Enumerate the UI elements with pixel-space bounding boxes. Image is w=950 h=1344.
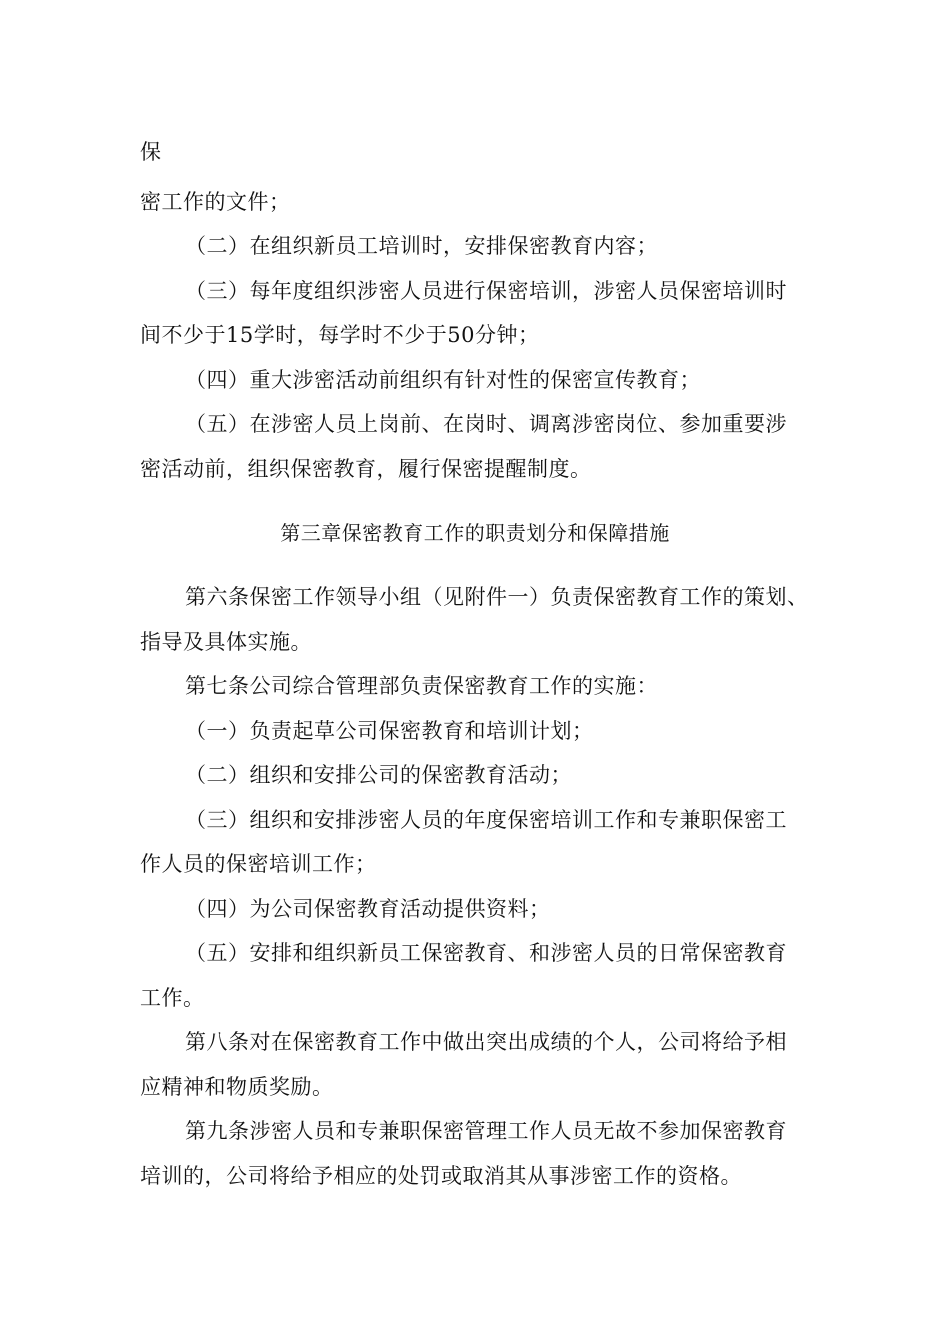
- article-7-item-4: （四）为公司保密教育活动提供资料；: [185, 897, 551, 921]
- article-7-item-1: （一）负责起草公司保密教育和培训计划；: [185, 719, 594, 743]
- article-7-item-3-line1: （三）组织和安排涉密人员的年度保密培训工作和专兼职保密工: [185, 808, 787, 832]
- chapter-heading: 第三章保密教育工作的职责划分和保障措施: [280, 521, 670, 545]
- top-fragment: 保: [140, 140, 162, 164]
- article-6-line1: 第六条保密工作领导小组（见附件一）负责保密教育工作的策划、: [185, 585, 809, 609]
- article-8-line2: 应精神和物质奖励。: [140, 1075, 334, 1099]
- article-7: 第七条公司综合管理部负责保密教育工作的实施：: [185, 674, 658, 698]
- article-7-item-5-line1: （五）安排和组织新员工保密教育、和涉密人员的日常保密教育: [185, 941, 787, 965]
- list-item-4: （四）重大涉密活动前组织有针对性的保密宣传教育；: [185, 368, 701, 392]
- article-8-line1: 第八条对在保密教育工作中做出突出成绩的个人，公司将给予相: [185, 1030, 787, 1054]
- paragraph-line: 密工作的文件；: [140, 190, 291, 214]
- article-9-line1: 第九条涉密人员和专兼职保密管理工作人员无故不参加保密教育: [185, 1119, 787, 1143]
- article-7-item-2: （二）组织和安排公司的保密教育活动；: [185, 763, 572, 787]
- list-item-2: （二）在组织新员工培训时，安排保密教育内容；: [185, 234, 658, 258]
- article-7-item-5-line2: 工作。: [140, 986, 205, 1010]
- list-item-5-line2: 密活动前，组织保密教育，履行保密提醒制度。: [140, 457, 592, 481]
- article-7-item-3-line2: 作人员的保密培训工作；: [140, 852, 377, 876]
- article-9-line2: 培训的，公司将给予相应的处罚或取消其从事涉密工作的资格。: [140, 1164, 742, 1188]
- list-item-5-line1: （五）在涉密人员上岗前、在岗时、调离涉密岗位、参加重要涉: [185, 412, 787, 436]
- list-item-3-line1: （三）每年度组织涉密人员进行保密培训，涉密人员保密培训时: [185, 279, 787, 303]
- list-item-3-line2: 间不少于15学时，每学时不少于50分钟；: [140, 323, 540, 347]
- article-6-line2: 指导及具体实施。: [140, 630, 312, 654]
